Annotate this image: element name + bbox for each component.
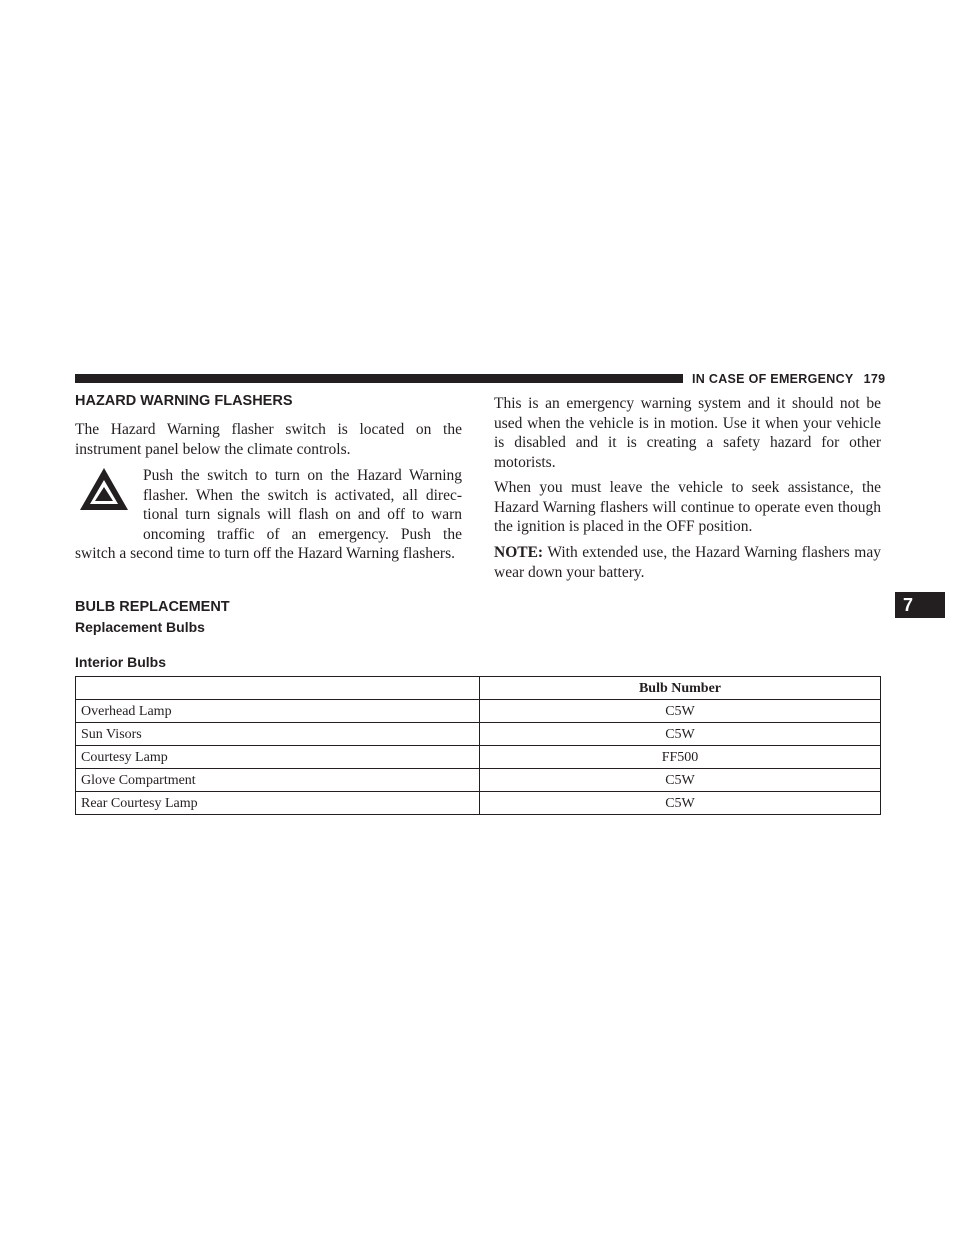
leave-vehicle-paragraph: When you must leave the vehicle to seek assistance, the Hazard Warning flashers will continue to operate even though the ignition is placed in the OFF position. [494,479,881,535]
hazard-warning-triangle-icon [78,466,130,512]
table-row [76,723,881,746]
hazard-body-line-3: tional turn signals will flash on and off to warn [143,506,462,523]
lamp-name: Rear Courtesy Lamp [76,792,480,815]
hazard-body-line-2: flasher. When the switch is activated, all direc- [143,486,462,504]
bulb-replacement-heading: BULB REPLACEMENT [75,599,230,615]
bulb-number: FF500 [480,746,881,769]
chapter-tab: 7 [895,592,945,618]
table-row [76,746,881,769]
battery-note [494,543,881,582]
lamp-name: Sun Visors [76,723,480,746]
note-text: With extended use, the Hazard Warning flashers may wear down your battery. [494,544,881,581]
lamp-name: Courtesy Lamp [76,746,480,769]
bulb-number: C5W [480,700,881,723]
section-title: IN CASE OF EMERGENCY [692,372,854,386]
table-row [76,700,881,723]
table-row [76,792,881,815]
lamp-name: Glove Compartment [76,769,480,792]
bulb-number: C5W [480,723,881,746]
lamp-name: Overhead Lamp [76,700,480,723]
note-label: NOTE: [494,544,544,561]
table-row [76,769,881,792]
emergency-usage-paragraph: This is an emergency warning system and it should not be used when the vehicle is in motion. Use it when your vehicle is disabled and it is creating a safety hazard for other motorists. [494,395,881,471]
page-number: 179 [863,372,886,386]
interior-bulbs-table [75,676,881,815]
hazard-intro: The Hazard Warning flasher switch is located on the instrument panel below the climate controls. [75,421,462,458]
hazard-heading: HAZARD WARNING FLASHERS [75,393,293,409]
bulb-number: C5W [480,769,881,792]
hazard-body-line-4: oncoming traffic of an emergency. Push the [143,525,462,543]
hazard-body-tail: switch a second time to turn off the Hazard Warning flashers. [75,545,455,562]
interior-bulbs-subheading: Interior Bulbs [75,654,167,670]
table-header-blank [76,677,480,700]
running-header [692,370,885,388]
table-header-bulb-number: Bulb Number [480,677,881,700]
replacement-bulbs-subheading: Replacement Bulbs [75,619,205,635]
header-rule [75,374,683,383]
hazard-body-line-1: Push the switch to turn on the Hazard Warning [143,467,462,484]
table-header-row [76,677,881,700]
bulb-number: C5W [480,792,881,815]
